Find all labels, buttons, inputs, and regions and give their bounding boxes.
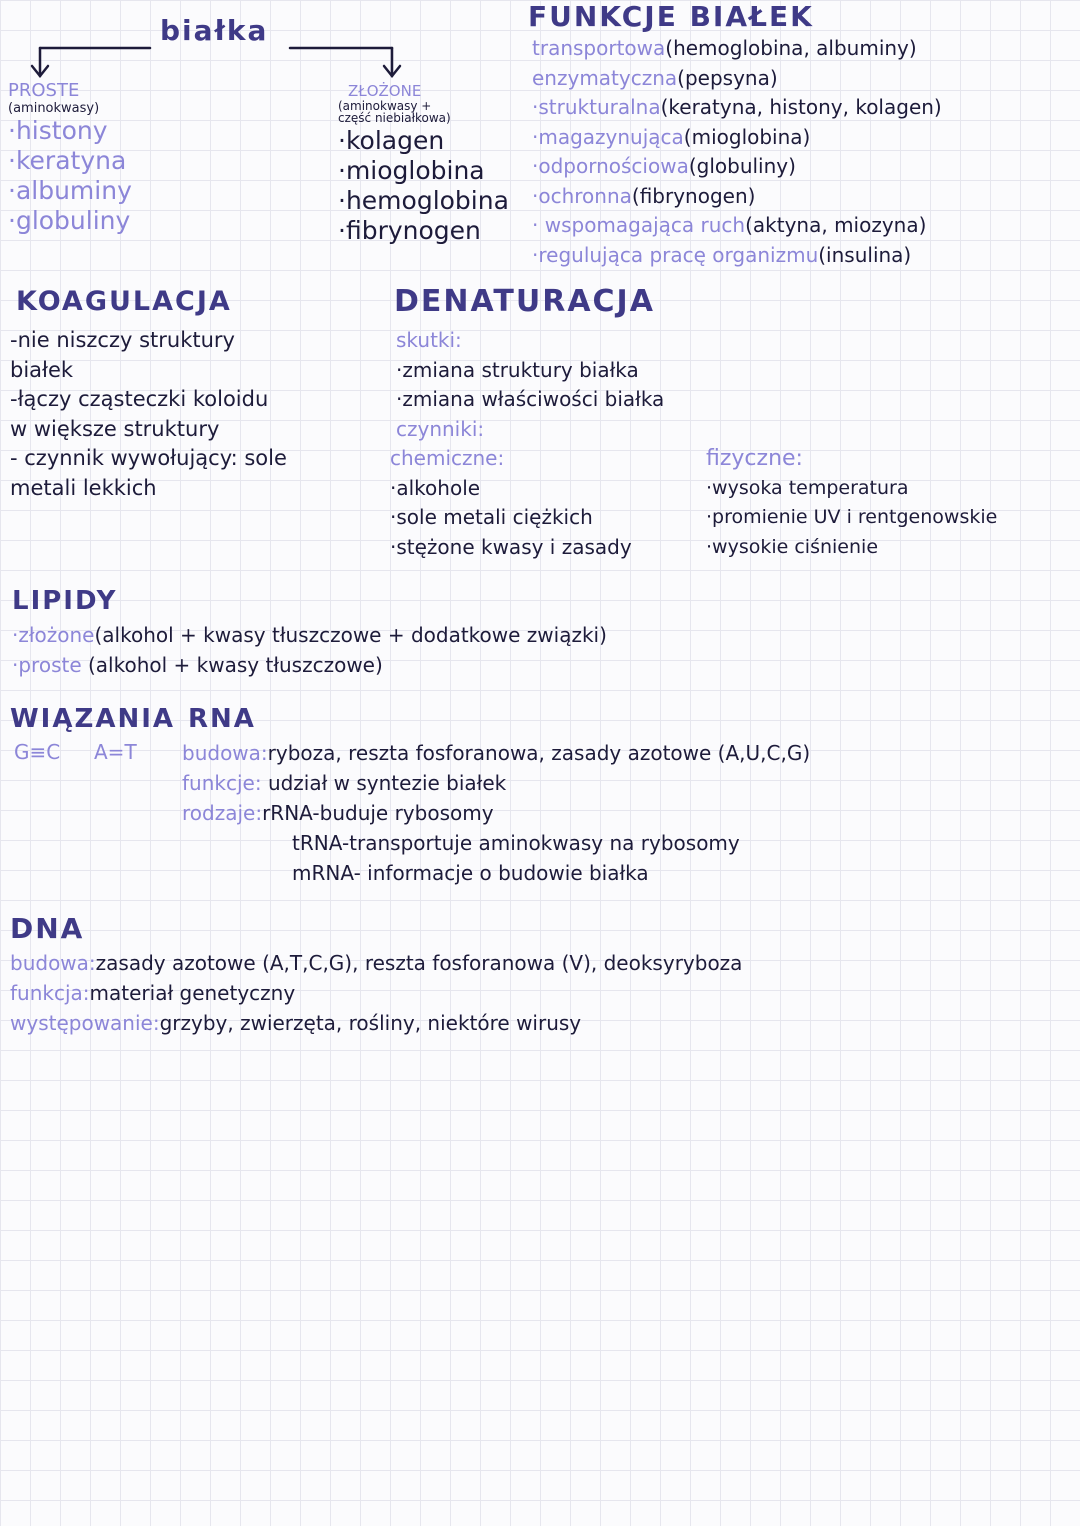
wiazania-title: WIĄZANIA	[10, 704, 176, 734]
funkcja-example: (pepsyna)	[677, 65, 778, 90]
zlozone-item: ·fibrynogen	[338, 216, 481, 245]
proste-item: ·albuminy	[8, 176, 132, 205]
dna-funkcja: materiał genetyczny	[89, 981, 296, 1005]
dna-body	[10, 948, 742, 1038]
rna-budowa: ryboza, reszta fosforanowa, zasady azotowe (A,U,C,G)	[267, 741, 811, 765]
funkcja-example: (keratyna, histony, kolagen)	[660, 95, 942, 119]
rna-funkcje-label: funkcje:	[182, 771, 262, 795]
wiazania-at: A=T	[94, 740, 137, 764]
rna-funkcje: udział w syntezie białek	[267, 771, 507, 795]
skutek-item: ·zmiana struktury białka	[396, 357, 639, 382]
dna-funkcja-label: funkcja:	[10, 981, 90, 1005]
funkcja-name: transportowa	[532, 36, 666, 60]
funkcja-example: (aktyna, miozyna)	[745, 213, 927, 237]
dna-title: DNA	[10, 912, 85, 945]
chemiczne-item: ·alkohole	[390, 475, 481, 500]
fizyczne-item: ·wysoka temperatura	[706, 476, 909, 499]
proste-sub: (aminokwasy)	[8, 101, 100, 116]
dna-wystepowanie-label: występowanie:	[10, 1011, 160, 1035]
rna-rodzaj-name: mRNA	[292, 861, 354, 885]
proste-item: ·histony	[8, 116, 108, 145]
koagulacja-line: białek	[10, 357, 74, 382]
rna-rodzaj-name: tRNA	[292, 831, 342, 855]
funkcja-name: ·regulująca pracę organizmu	[532, 242, 819, 267]
rna-rodzaj-name: rRNA	[262, 801, 313, 825]
funkcja-name: enzymatyczna	[532, 65, 678, 90]
fizyczne-item: ·promienie UV i rentgenowskie	[706, 506, 998, 528]
dna-wystepowanie: grzyby, zwierzęta, rośliny, niektóre wirusy	[159, 1011, 582, 1035]
denaturacja-title: DENATURACJA	[394, 284, 655, 319]
proste-label: PROSTE	[8, 80, 80, 101]
rna-budowa-label: budowa:	[182, 741, 268, 765]
funkcja-example: (mioglobina)	[683, 124, 811, 149]
fizyczne-label: fizyczne:	[706, 446, 803, 471]
skutek-item: ·zmiana właściwości białka	[396, 387, 665, 411]
rna-rodzaj-desc: -transportuje aminokwasy na rybosomy	[341, 831, 740, 855]
rna-title: RNA	[188, 704, 256, 734]
koagulacja-line: w większe struktury	[10, 416, 220, 441]
zlozone-item: ·kolagen	[338, 126, 445, 155]
funkcja-name: ·odpornościowa	[532, 154, 689, 178]
tree-arrow-lines	[32, 48, 400, 76]
lipidy-proste-text: (alkohol + kwasy tłuszczowe)	[88, 653, 383, 677]
chemiczne-item: ·stężone kwasy i zasady	[390, 534, 632, 559]
zlozone-label: ZŁOŻONE	[348, 82, 422, 100]
chemiczne-item: ·sole metali ciężkich	[390, 505, 593, 529]
dna-budowa: zasady azotowe (A,T,C,G), reszta fosforanowa (V), deoksyryboza	[95, 951, 743, 975]
koagulacja-line: -łączy cząsteczki koloidu	[10, 387, 269, 411]
czynniki-label: czynniki:	[396, 416, 485, 441]
rna-rodzaje-label: rodzaje:	[182, 801, 263, 825]
bialka-proste-group	[8, 80, 132, 236]
koagulacja-body	[10, 326, 287, 503]
funkcja-name: · wspomagająca ruch	[532, 213, 746, 237]
lipidy-body	[12, 620, 607, 680]
zlozone-item: ·mioglobina	[338, 156, 485, 185]
denaturacja-fizyczne	[706, 444, 997, 562]
bialka-zlozone-group	[338, 82, 509, 246]
funkcja-name: ·ochronna	[532, 183, 632, 208]
bialka-title: białka	[160, 14, 269, 47]
koagulacja-line: metali lekkich	[10, 475, 157, 500]
wiazania-gc: G≡C	[14, 740, 61, 764]
funkcja-example: (hemoglobina, albuminy)	[665, 36, 917, 60]
koagulacja-title: KOAGULACJA	[16, 286, 232, 317]
chemiczne-label: chemiczne:	[390, 446, 505, 470]
funkcja-example: (globuliny)	[688, 154, 796, 178]
denaturacja-skutki	[396, 326, 664, 444]
koagulacja-line: - czynnik wywołujący: sole	[10, 446, 287, 470]
rna-body	[182, 738, 810, 828]
rna-rodzaj-desc: -buduje rybosomy	[312, 801, 494, 825]
funkcja-example: (insulina)	[818, 242, 912, 267]
funkcje-title: FUNKCJE BIAŁEK	[528, 0, 814, 33]
rna-rodzaj-desc: - informacje o budowie białka	[353, 861, 649, 885]
dna-budowa-label: budowa:	[10, 951, 96, 975]
skutki-label: skutki:	[396, 328, 462, 352]
zlozone-item: ·hemoglobina	[338, 186, 509, 215]
zlozone-sub: (aminokwasy +	[338, 99, 432, 113]
proste-item: ·keratyna	[8, 146, 127, 175]
funkcja-example: (fibrynogen)	[631, 183, 756, 208]
zlozone-sub: część niebiałkowa)	[338, 111, 451, 125]
lipidy-title: LIPIDY	[12, 586, 118, 616]
fizyczne-item: ·wysokie ciśnienie	[706, 535, 879, 558]
lipidy-proste-label: ·proste	[12, 653, 82, 677]
rna-rodzaje-more	[292, 828, 740, 888]
proste-item: ·globuliny	[8, 206, 131, 235]
funkcja-name: ·magazynująca	[532, 124, 684, 149]
funkcje-list	[532, 34, 942, 270]
funkcja-name: ·strukturalna	[532, 95, 661, 119]
lipidy-zlozone-text: (alkohol + kwasy tłuszczowe + dodatkowe związki)	[94, 623, 607, 647]
lipidy-zlozone-label: ·złożone	[12, 623, 95, 647]
denaturacja-chemiczne	[390, 444, 632, 562]
koagulacja-line: -nie niszczy struktury	[10, 328, 235, 352]
